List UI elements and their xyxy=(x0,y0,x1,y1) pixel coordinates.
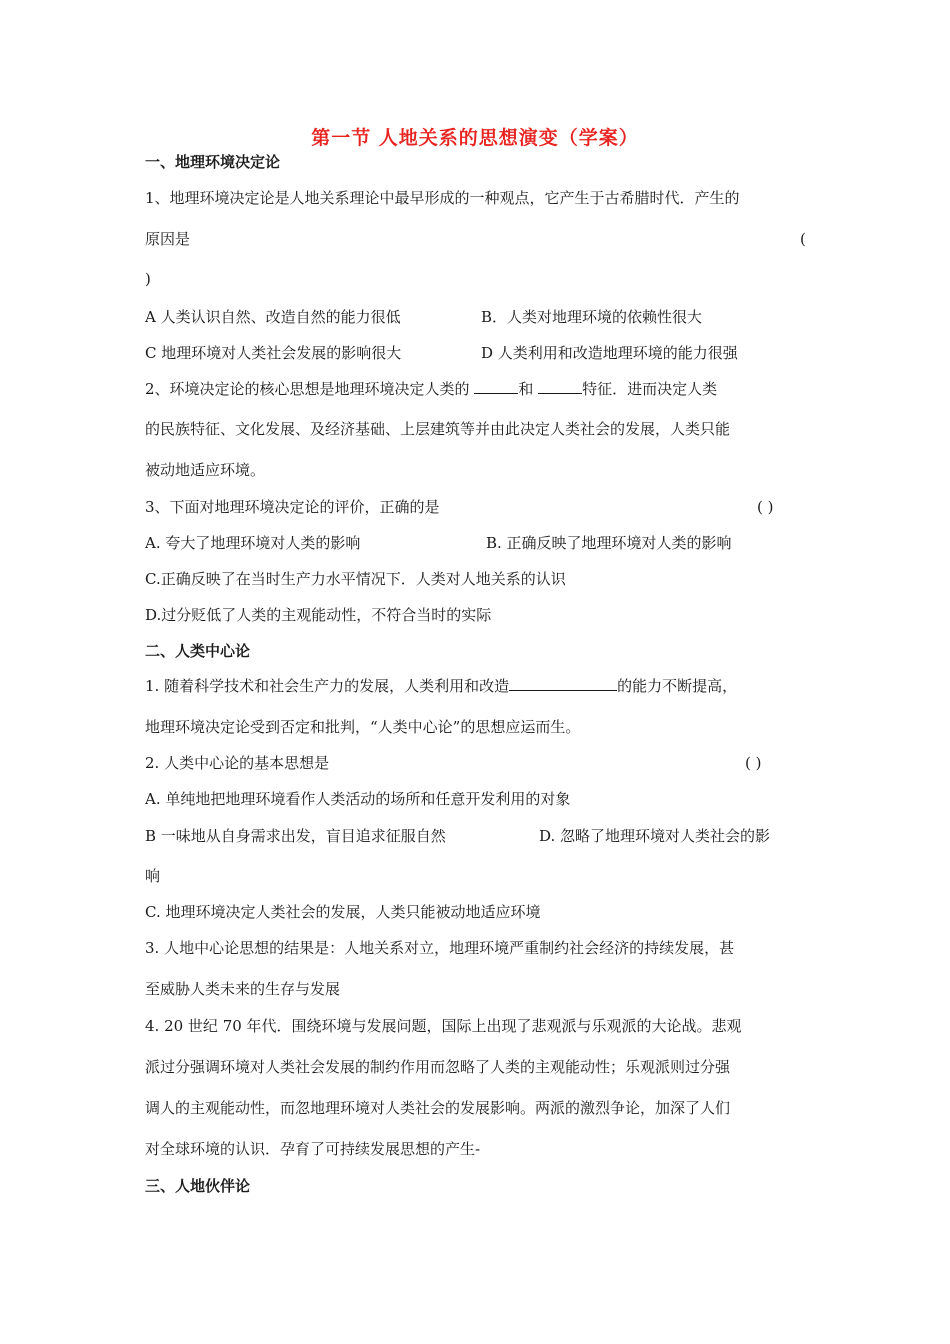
s2-q1-part2: 的能力不断提高， xyxy=(617,677,738,695)
s1-q1-bracket-open: ( xyxy=(800,230,806,248)
s2-q3-line1: 3. 人地中心论思想的结果是：人地关系对立，地理环境严重制约社会经济的持续发展，甚 xyxy=(145,939,735,957)
s1-q1-option-b: B．人类对地理环境的依赖性很大 xyxy=(481,308,703,326)
s2-q4-line4: 对全球环境的认识．孕育了可持续发展思想的产生- xyxy=(145,1140,481,1158)
s1-q1-bracket-close: ) xyxy=(145,270,151,288)
s1-q2-part1: 2、环境决定论的核心思想是地理环境决定人类的 xyxy=(145,380,475,398)
s2-q2-option-d-cont: 响 xyxy=(145,867,161,885)
s1-q1-option-a: A 人类认识自然、改造自然的能力很低 xyxy=(145,308,401,326)
s2-q2-bracket: ( ) xyxy=(745,754,762,772)
s1-q1-line2: 原因是 xyxy=(145,230,191,248)
section-heading-3: 三、人地伙伴论 xyxy=(145,1177,251,1195)
page-title: 第一节 人地关系的思想演变（学案） xyxy=(311,127,639,149)
s1-q2-line3: 被动地适应环境。 xyxy=(145,461,266,479)
s2-q1-part1: 1. 随着科学技术和社会生产力的发展，人类利用和改造 xyxy=(145,677,510,695)
s2-q2-option-d: D. 忽略了地理环境对人类社会的影 xyxy=(539,827,771,845)
fill-blank-2[interactable] xyxy=(538,379,582,394)
s2-q3-line2: 至威胁人类未来的生存与发展 xyxy=(145,980,341,998)
section-heading-2: 二、人类中心论 xyxy=(145,642,251,660)
s2-q1-line1 xyxy=(145,676,737,696)
s1-q1-option-c: C 地理环境对人类社会发展的影响很大 xyxy=(145,344,402,362)
s2-q2-option-c: C. 地理环境决定人类社会的发展，人类只能被动地适应环境 xyxy=(145,903,541,921)
s1-q2-line1 xyxy=(145,379,717,399)
section-heading-1: 一、地理环境决定论 xyxy=(145,153,281,171)
s1-q3-bracket: ( ) xyxy=(757,498,774,516)
s2-q1-line2: 地理环境决定论受到否定和批判，“人类中心论”的思想应运而生。 xyxy=(145,718,581,736)
s2-q2-stem: 2. 人类中心论的基本思想是 xyxy=(145,754,330,772)
s1-q3-option-a: A. 夸大了地理环境对人类的影响 xyxy=(145,534,361,552)
s2-q2-option-a: A. 单纯地把地理环境看作人类活动的场所和任意开发利用的对象 xyxy=(145,790,571,808)
s1-q3-option-c: C.正确反映了在当时生产力水平情况下．人类对人地关系的认识 xyxy=(145,570,566,588)
s1-q2-part2: 和 xyxy=(518,380,539,398)
s2-q2-option-b: B 一味地从自身需求出发，盲目追求征服自然 xyxy=(145,827,446,845)
s1-q3-option-b: B. 正确反映了地理环境对人类的影响 xyxy=(486,534,732,552)
s2-q4-line2: 派过分强调环境对人类社会发展的制约作用而忽略了人类的主观能动性；乐观派则过分强 xyxy=(145,1058,731,1076)
fill-blank-1[interactable] xyxy=(474,379,518,394)
s1-q3-option-d: D.过分贬低了人类的主观能动性，不符合当时的实际 xyxy=(145,606,492,624)
s1-q1-option-d: D 人类利用和改造地理环境的能力很强 xyxy=(481,344,738,362)
s1-q2-part3: 特征．进而决定人类 xyxy=(582,380,718,398)
s1-q1-line1: 1、地理环境决定论是人地关系理论中最早形成的一种观点，它产生于古希腊时代．产生的 xyxy=(145,189,740,207)
s1-q2-line2: 的民族特征、文化发展、及经济基础、上层建筑等并由此决定人类社会的发展，人类只能 xyxy=(145,420,731,438)
s2-q4-line3: 调人的主观能动性，而忽地理环境对人类社会的发展影响。两派的激烈争论，加深了人们 xyxy=(145,1099,731,1117)
s2-q4-line1: 4. 20 世纪 70 年代．围绕环境与发展问题，国际上出现了悲观派与乐观派的大论战。悲观 xyxy=(145,1017,742,1035)
s1-q3-stem: 3、下面对地理环境决定论的评价，正确的是 xyxy=(145,498,440,516)
fill-blank-3[interactable] xyxy=(509,676,617,691)
